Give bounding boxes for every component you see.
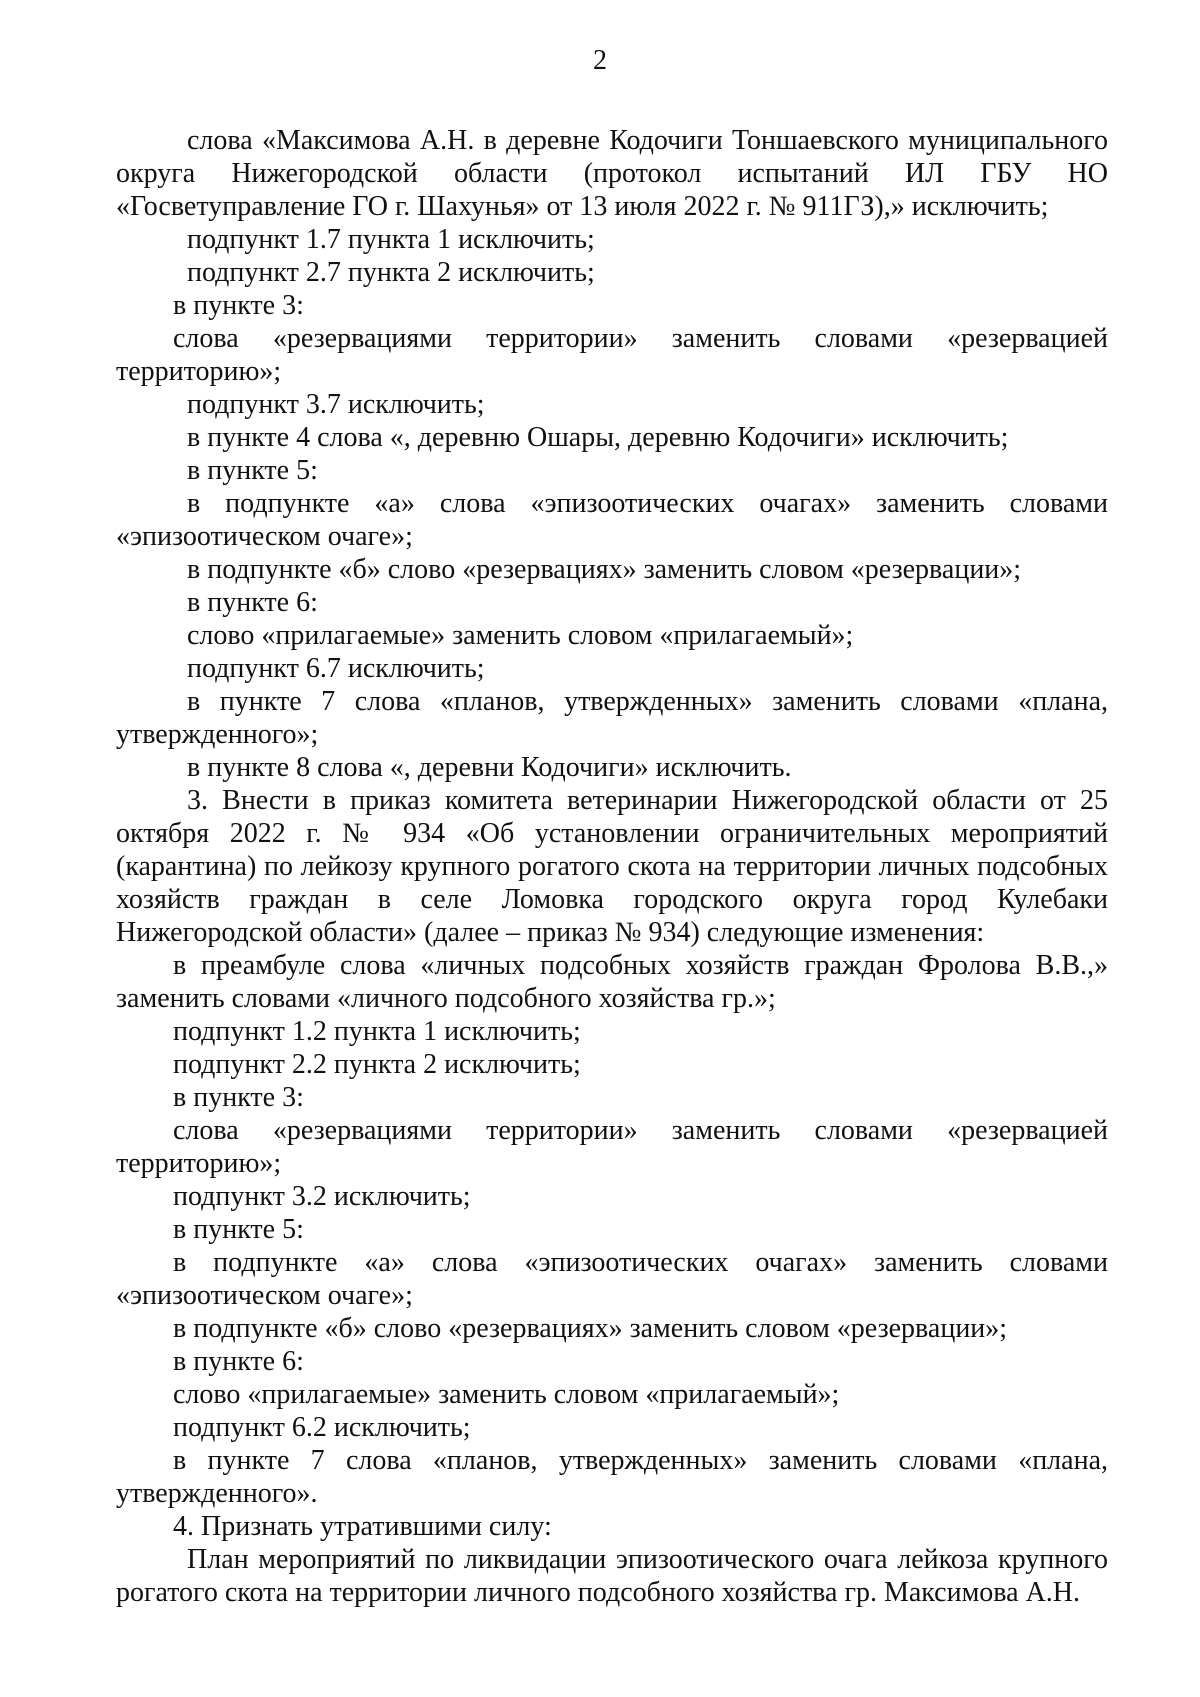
paragraph: в пункте 3: [173,1082,304,1113]
paragraph: подпункт 1.2 пункта 1 исключить; [173,1016,581,1047]
paragraph: в подпункте «б» слово «резервациях» заменить словом «резервации»; [173,1313,1008,1344]
paragraph: слова «резервациями территории» заменить словами «резервацией территорию»; [116,323,1108,387]
paragraph: подпункт 6.2 исключить; [173,1412,471,1443]
page-number: 2 [593,45,607,76]
paragraph: слова «Максимова А.Н. в деревне Кодочиги Тоншаевского муниципального округа Нижегородской области (протокол испытаний ИЛ ГБУ НО «Госветуправление ГО г. Шахунья» от 13 июля 2022 г. № 911ГЗ),» исключить; [116,125,1108,222]
paragraph: в пункте 6: [187,587,318,618]
paragraph: слово «прилагаемые» заменить словом «прилагаемый»; [173,1379,840,1410]
paragraph: слова «резервациями территории» заменить словами «резервацией территорию»; [116,1115,1108,1179]
paragraph: подпункт 2.2 пункта 2 исключить; [173,1049,581,1080]
paragraph: в подпункте «а» слова «эпизоотических очагах» заменить словами «эпизоотическом очаге»; [116,1247,1108,1311]
paragraph: в преамбуле слова «личных подсобных хозяйств граждан Фролова В.В.,» заменить словами «личного подсобного хозяйства гр.»; [116,950,1108,1014]
paragraph: в пункте 7 слова «планов, утвержденных» заменить словами «плана, утвержденного»; [116,686,1108,750]
paragraph: 4. Признать утратившими силу: [173,1511,552,1542]
paragraph: в подпункте «б» слово «резервациях» заменить словом «резервации»; [187,554,1022,585]
paragraph: подпункт 3.7 исключить; [187,389,485,420]
paragraph: 3. Внести в приказ комитета ветеринарии Нижегородской области от 25 октября 2022 г. № 934 «Об установлении ограничительных мероприятий (карантина) по лейкозу крупного рогатого скота на территории личных подсобных хозяйств граждан в селе Ломовка городского округа город Кулебаки Нижегородской области» (далее – приказ № 934) следующие изменения: [116,785,1108,948]
paragraph: подпункт 6.7 исключить; [187,653,485,684]
paragraph: слово «прилагаемые» заменить словом «прилагаемый»; [187,620,854,651]
paragraph: в пункте 4 слова «, деревню Ошары, деревню Кодочиги» исключить; [187,422,1009,453]
paragraph: в пункте 5: [187,455,318,486]
paragraph: в пункте 5: [173,1214,304,1245]
paragraph: План мероприятий по ликвидации эпизоотического очага лейкоза крупного рогатого скота на территории личного подсобного хозяйства гр. Максимова А.Н. [116,1544,1108,1608]
paragraph: в пункте 6: [173,1346,304,1377]
paragraph: подпункт 1.7 пункта 1 исключить; [187,224,595,255]
paragraph: в пункте 8 слова «, деревни Кодочиги» исключить. [187,752,792,783]
document-body [116,124,1108,1609]
paragraph: в пункте 3: [173,290,304,321]
paragraph: подпункт 3.2 исключить; [173,1181,471,1212]
paragraph: в пункте 7 слова «планов, утвержденных» заменить словами «плана, утвержденного». [116,1445,1108,1509]
paragraph: подпункт 2.7 пункта 2 исключить; [187,257,595,288]
paragraph: в подпункте «а» слова «эпизоотических очагах» заменить словами «эпизоотическом очаге»; [116,488,1108,552]
